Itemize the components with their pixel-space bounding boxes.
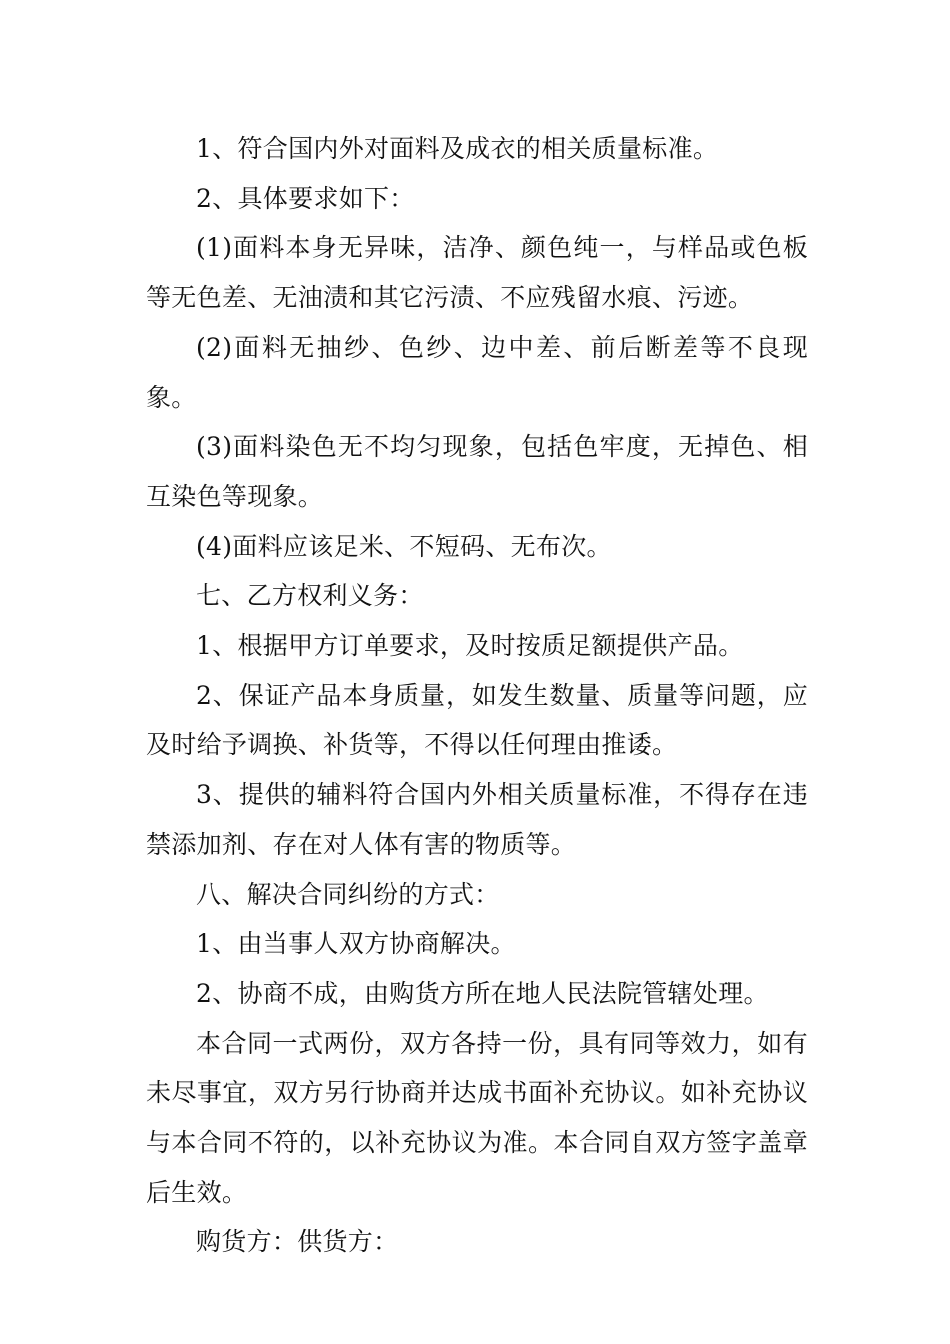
paragraph-dispute-item-1: 1、由当事人双方协商解决。 — [196, 929, 516, 959]
paragraph-dispute-item-2: 2、协商不成，由购货方所在地人民法院管辖处理。 — [196, 978, 769, 1008]
section-heading-party-b-rights: 七、乙方权利义务： — [196, 581, 424, 611]
paragraph-requirement-3: (3)面料染色无不均匀现象，包括色牢度，无掉色、相互染色等现象。 — [146, 432, 808, 511]
document-body — [146, 124, 808, 1267]
paragraph-party-b-item-1: 1、根据甲方订单要求，及时按质足额提供产品。 — [196, 631, 744, 661]
paragraph-quality-standard: 1、符合国内外对面料及成衣的相关质量标准。 — [196, 134, 719, 163]
paragraph-contract-copies: 本合同一式两份，双方各持一份，具有同等效力，如有未尽事宜，双方另行协商并达成书面补充协议。如补充协议与本合同不符的，以补充协议为准。本合同自双方签字盖章后生效。 — [146, 1028, 808, 1207]
paragraph-requirement-2: (2)面料无抽纱、色纱、边中差、前后断差等不良现象。 — [146, 332, 808, 412]
signature-line: 购货方：供货方： — [196, 1227, 399, 1257]
paragraph-requirement-1: (1)面料本身无异味，洁净、颜色纯一，与样品或色板等无色差、无油渍和其它污渍、不应残留水痕、污迹。 — [146, 233, 808, 313]
paragraph-specific-requirements: 2、具体要求如下： — [196, 183, 415, 213]
section-heading-dispute-resolution: 八、解决合同纠纷的方式： — [196, 879, 500, 909]
paragraph-requirement-4: (4)面料应该足米、不短码、无布次。 — [196, 531, 612, 561]
paragraph-party-b-item-2: 2、保证产品本身质量，如发生数量、质量等问题，应及时给予调换、补货等，不得以任何理由推诿。 — [146, 680, 808, 760]
paragraph-party-b-item-3: 3、提供的辅料符合国内外相关质量标准，不得存在违禁添加剂、存在对人体有害的物质等。 — [146, 780, 808, 859]
